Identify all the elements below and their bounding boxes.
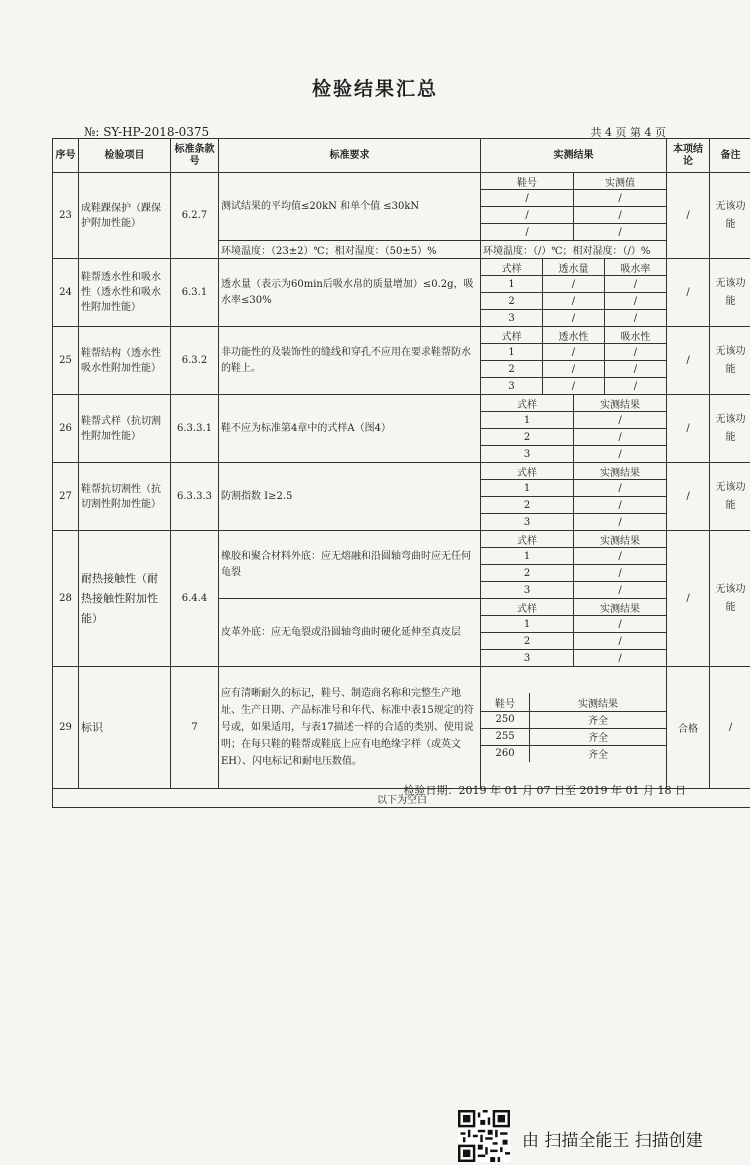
- result-subtable: [481, 599, 666, 666]
- sub-header: 式样: [481, 259, 543, 276]
- qr-code-icon: [458, 1110, 510, 1162]
- sub-cell: /: [543, 361, 605, 378]
- row-conclusion: /: [667, 173, 710, 259]
- sub-cell: /: [543, 378, 605, 395]
- sub-cell: 3: [481, 446, 574, 463]
- sub-cell: /: [481, 207, 574, 224]
- sub-header: 鞋号: [481, 173, 574, 190]
- row-conclusion: /: [667, 463, 710, 531]
- sub-cell: /: [481, 190, 574, 207]
- row-requirement: 测试结果的平均值≤20kN 和单个值 ≤30kN: [219, 173, 481, 241]
- sub-header: 实测结果: [530, 693, 666, 711]
- sub-cell: 2: [481, 497, 574, 514]
- col-header-result: 实测结果: [481, 139, 667, 173]
- col-header-no: 序号: [53, 139, 79, 173]
- row-requirement: 透水量（表示为60min后吸水帛的质量增加）≤0.2g，吸水率≤30%: [219, 259, 481, 327]
- row-requirement: 皮革外底：应无龟裂或沿圆轴弯曲时硬化延伸至真皮层: [219, 599, 481, 667]
- row-item: 鞋帮抗切割性（抗切割性附加性能）: [79, 463, 171, 531]
- table-row: [53, 531, 750, 599]
- sub-cell: 1: [481, 276, 543, 293]
- row-clause: 6.3.3.1: [171, 395, 219, 463]
- col-header-conclusion: 本项结论: [667, 139, 710, 173]
- col-header-requirement: 标准要求: [219, 139, 481, 173]
- row-no: 28: [53, 531, 79, 667]
- row-note: 无该功能: [710, 173, 750, 259]
- row-item: 标识: [79, 667, 171, 789]
- sub-cell: /: [543, 293, 605, 310]
- sub-header: 式样: [481, 599, 574, 616]
- sub-cell: 2: [481, 361, 543, 378]
- sub-cell: 1: [481, 616, 574, 633]
- sub-cell: /: [574, 190, 667, 207]
- sub-cell: 3: [481, 310, 543, 327]
- row-result: [481, 667, 667, 789]
- env-requirement: 环境温度：（23±2）℃；相对湿度：（50±5）%: [219, 241, 481, 259]
- row-requirement: 鞋不应为标准第4章中的式样A（图4）: [219, 395, 481, 463]
- table-row: [53, 173, 750, 241]
- result-subtable: [481, 463, 666, 530]
- row-item: 鞋帮结构（透水性吸水性附加性能）: [79, 327, 171, 395]
- sub-cell: /: [618, 652, 622, 664]
- row-conclusion: 合格: [667, 667, 710, 789]
- blank-line: 以下为空白: [53, 789, 750, 808]
- col-header-note: 备注: [710, 139, 750, 173]
- sub-cell: /: [481, 224, 574, 241]
- sub-cell: 3: [481, 378, 543, 395]
- row-conclusion: /: [667, 395, 710, 463]
- table-row: [53, 667, 750, 789]
- page-title: 检验结果汇总: [311, 78, 438, 100]
- row-result: [481, 531, 667, 599]
- sub-cell: /: [618, 584, 622, 596]
- results-table: [52, 138, 750, 808]
- row-no: 24: [53, 259, 79, 327]
- sub-header: 实测结果: [574, 463, 667, 480]
- row-requirement: 非功能性的及装饰性的缝线和穿孔不应用在要求鞋帮防水的鞋上。: [219, 327, 481, 395]
- sub-header: 式样: [481, 531, 574, 548]
- sub-header: 式样: [481, 463, 574, 480]
- sub-header: 吸水率: [604, 259, 666, 276]
- sub-cell: 1: [481, 412, 574, 429]
- row-note: 无该功能: [710, 463, 750, 531]
- row-no: 29: [53, 667, 79, 789]
- sub-cell: /: [618, 516, 622, 528]
- result-subtable: [481, 531, 666, 598]
- row-requirement: 防割指数 I≥2.5: [219, 463, 481, 531]
- inspection-date: 检验日期：2019 年 01 月 07 日至 2019 年 01 月 18 日: [403, 784, 686, 797]
- sub-header: 透水量: [543, 259, 605, 276]
- table-row: [53, 259, 750, 327]
- row-requirement: 橡胶和聚合材料外底：应无熔融和沿圆轴弯曲时应无任何龟裂: [219, 531, 481, 599]
- sub-cell: /: [618, 448, 622, 460]
- sub-cell: 2: [481, 293, 543, 310]
- row-clause: 6.2.7: [171, 173, 219, 259]
- sub-cell: /: [574, 412, 667, 429]
- row-note: /: [710, 667, 750, 789]
- scanner-watermark: 由 扫描全能王 扫描创建: [522, 1131, 703, 1151]
- row-clause: 6.3.2: [171, 327, 219, 395]
- row-no: 23: [53, 173, 79, 259]
- row-requirement: 应有清晰耐久的标记，鞋号、制造商名称和完整生产地址、生产日期、产品标准号和年代、标准中表15规定的符号或，如果适用，与表17描述一样的合适的类别、使用说明；在每只鞋的鞋帮或鞋底上应有电绝缘字样（或英文EH）、闪电标记和耐电压数值。: [219, 667, 481, 789]
- col-header-item: 检验项目: [79, 139, 171, 173]
- row-note: 无该功能: [710, 327, 750, 395]
- sub-cell: 2: [481, 565, 574, 582]
- result-subtable: [481, 395, 666, 462]
- sub-header: 式样: [481, 395, 574, 412]
- row-clause: 6.3.1: [171, 259, 219, 327]
- row-clause: 6.4.4: [171, 531, 219, 667]
- sub-cell: /: [633, 380, 638, 392]
- row-no: 26: [53, 395, 79, 463]
- row-no: 27: [53, 463, 79, 531]
- table-row: [53, 395, 750, 463]
- sub-header: 实测结果: [574, 599, 667, 616]
- row-result: [481, 599, 667, 667]
- sub-cell: /: [604, 344, 666, 361]
- result-subtable: [481, 327, 666, 394]
- sub-cell: /: [543, 310, 605, 327]
- sub-cell: 1: [481, 344, 543, 361]
- row-result: [481, 327, 667, 395]
- result-subtable: [481, 259, 666, 326]
- sub-cell: 3: [481, 650, 574, 667]
- env-result: 环境温度：（/）℃；相对湿度：（/）%: [481, 241, 667, 259]
- col-header-clause: 标准条款号: [171, 139, 219, 173]
- sub-header: 透水性: [543, 327, 605, 344]
- row-item: 成鞋踝保护（踝保护附加性能）: [79, 173, 171, 259]
- row-item: 鞋帮透水性和吸水性（透水性和吸水性附加性能）: [79, 259, 171, 327]
- sub-cell: /: [633, 312, 638, 324]
- sub-cell: /: [543, 276, 605, 293]
- page-info: 共 4 页 第 4 页: [590, 126, 666, 139]
- sub-cell: 250: [481, 711, 530, 728]
- sub-cell: /: [604, 276, 666, 293]
- table-row: [53, 463, 750, 531]
- sub-cell: /: [618, 226, 622, 238]
- sub-cell: /: [574, 548, 667, 565]
- row-no: 25: [53, 327, 79, 395]
- row-clause: 6.3.3.3: [171, 463, 219, 531]
- sub-cell: 2: [481, 429, 574, 446]
- sub-cell: /: [574, 497, 667, 514]
- sub-cell: 齐全: [530, 728, 666, 745]
- sub-cell: /: [574, 565, 667, 582]
- sub-header: 式样: [481, 327, 543, 344]
- result-subtable: [481, 173, 666, 240]
- sub-cell: /: [574, 429, 667, 446]
- sub-cell: 2: [481, 633, 574, 650]
- sub-cell: 3: [481, 582, 574, 599]
- sub-header: 鞋号: [481, 693, 530, 711]
- sub-cell: 1: [481, 480, 574, 497]
- sub-cell: /: [604, 361, 666, 378]
- sub-cell: 260: [481, 745, 530, 762]
- table-header: [53, 139, 750, 173]
- row-item: 鞋帮式样（抗切割性附加性能）: [79, 395, 171, 463]
- row-note: 无该功能: [710, 395, 750, 463]
- row-conclusion: /: [667, 531, 710, 667]
- row-note: 无该功能: [710, 531, 750, 667]
- row-result: [481, 259, 667, 327]
- sub-cell: /: [574, 480, 667, 497]
- result-subtable: [481, 693, 666, 762]
- row-clause: 7: [171, 667, 219, 789]
- sub-cell: 齐全: [588, 750, 609, 762]
- sub-cell: /: [574, 207, 667, 224]
- sub-cell: /: [604, 293, 666, 310]
- sub-cell: 255: [481, 728, 530, 745]
- sub-header: 实测结果: [574, 531, 667, 548]
- sub-header: 实测结果: [574, 395, 667, 412]
- sub-cell: 3: [481, 514, 574, 531]
- sub-cell: 齐全: [530, 711, 666, 728]
- sub-cell: 1: [481, 548, 574, 565]
- sub-cell: /: [543, 344, 605, 361]
- sub-cell: /: [574, 633, 667, 650]
- row-note: 无该功能: [710, 259, 750, 327]
- row-result: [481, 173, 667, 241]
- row-conclusion: /: [667, 259, 710, 327]
- table-row: [53, 327, 750, 395]
- row-item: 耐热接触性（耐热接触性附加性能）: [79, 531, 171, 667]
- row-result: [481, 463, 667, 531]
- sub-cell: /: [574, 616, 667, 633]
- row-result: [481, 395, 667, 463]
- row-conclusion: /: [667, 327, 710, 395]
- sub-header: 吸水性: [604, 327, 666, 344]
- sub-header: 实测值: [574, 173, 667, 190]
- document-number: №: SY-HP-2018-0375: [84, 125, 210, 139]
